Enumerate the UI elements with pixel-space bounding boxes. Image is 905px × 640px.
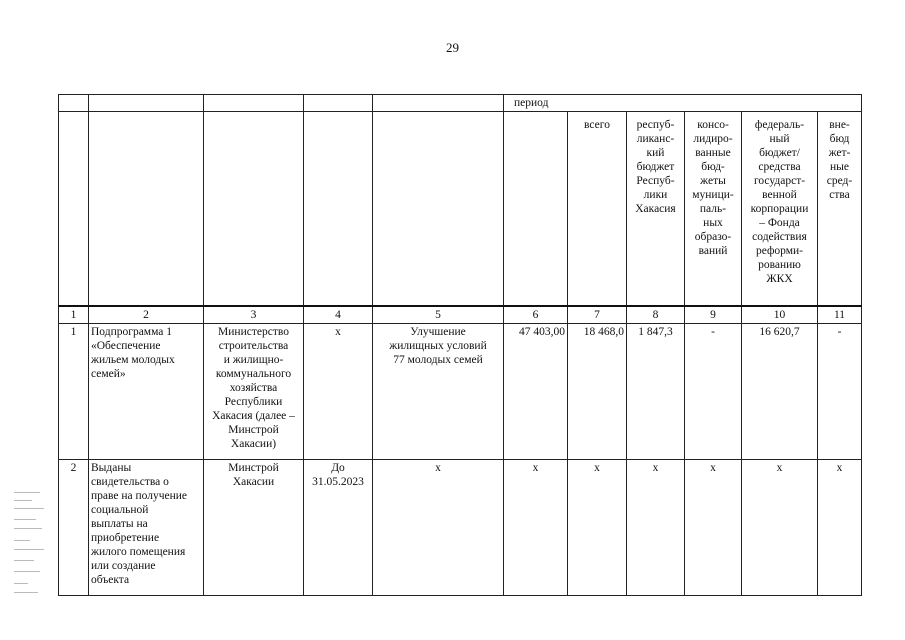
- row-municipal: -: [685, 323, 742, 459]
- row-number: 1: [59, 323, 89, 459]
- row-total: х: [568, 459, 627, 596]
- row-republic: 1 847,3: [627, 323, 685, 459]
- header-cell-empty: [59, 112, 89, 306]
- header-municipal-budgets: консо- лидиро- ванные бюд- жеты муници- паль- ных образо- ваний: [685, 112, 742, 306]
- table-row: [59, 323, 862, 459]
- header-cell-empty: [373, 95, 504, 112]
- row-republic: х: [627, 459, 685, 596]
- column-number: 2: [89, 306, 204, 324]
- column-number: 5: [373, 306, 504, 324]
- row-federal: 16 620,7: [742, 323, 818, 459]
- row-responsible: Минстрой Хакасии: [204, 459, 304, 596]
- page-number: 29: [446, 40, 459, 55]
- column-number: 4: [304, 306, 373, 324]
- row-total-period: х: [504, 459, 568, 596]
- header-cell-empty: [59, 95, 89, 112]
- header-cell-empty: [304, 95, 373, 112]
- column-number: 9: [685, 306, 742, 324]
- table-row: [59, 459, 862, 596]
- column-number: 1: [59, 306, 89, 324]
- header-cell-empty: [204, 95, 304, 112]
- column-number: 8: [627, 306, 685, 324]
- column-number: 7: [568, 306, 627, 324]
- row-total: 18 468,0: [568, 323, 627, 459]
- header-period: [504, 95, 862, 112]
- column-number: 10: [742, 306, 818, 324]
- row-deadline: х: [304, 323, 373, 459]
- row-extrabudgetary: -: [818, 323, 862, 459]
- row-extrabudgetary: х: [818, 459, 862, 596]
- header-cell-empty: [304, 112, 373, 306]
- row-result: Улучшение жилищных условий 77 молодых семей: [373, 323, 504, 459]
- column-number: 3: [204, 306, 304, 324]
- column-number-row: [59, 306, 862, 324]
- header-top-row: [59, 95, 862, 112]
- row-number: 2: [59, 459, 89, 596]
- row-responsible: Министерство строительства и жилищно- коммунального хозяйства Республики Хакасия (далее – Минстрой Хакасии): [204, 323, 304, 459]
- header-extrabudgetary: вне- бюд жет- ные сред- ства: [818, 112, 862, 306]
- header-total: всего: [568, 112, 627, 306]
- header-sub-row: [59, 112, 862, 306]
- column-number: 11: [818, 306, 862, 324]
- header-cell-empty: [89, 95, 204, 112]
- row-name: Подпрограмма 1 «Обеспечение жильем молодых семей»: [89, 323, 204, 459]
- header-cell-empty: [504, 112, 568, 306]
- row-result: х: [373, 459, 504, 596]
- row-federal: х: [742, 459, 818, 596]
- header-cell-empty: [373, 112, 504, 306]
- column-number: 6: [504, 306, 568, 324]
- header-republic-budget: респуб- ликанс- кий бюджет Респуб- лики Хакасия: [627, 112, 685, 306]
- row-total-period: 47 403,00: [504, 323, 568, 459]
- row-name: Выданы свидетельства о праве на получение социальной выплаты на приобретение жилого помещения или создание объекта: [89, 459, 204, 596]
- row-municipal: х: [685, 459, 742, 596]
- row-deadline: До 31.05.2023: [304, 459, 373, 596]
- header-period-label: период: [514, 97, 549, 109]
- header-federal-budget: федераль- ный бюджет/ средства государст- венной корпорации – Фонда содействия реформи- рованию ЖКХ: [742, 112, 818, 306]
- header-cell-empty: [204, 112, 304, 306]
- program-table: [58, 94, 862, 596]
- header-cell-empty: [89, 112, 204, 306]
- scan-margin-marks: [14, 488, 48, 600]
